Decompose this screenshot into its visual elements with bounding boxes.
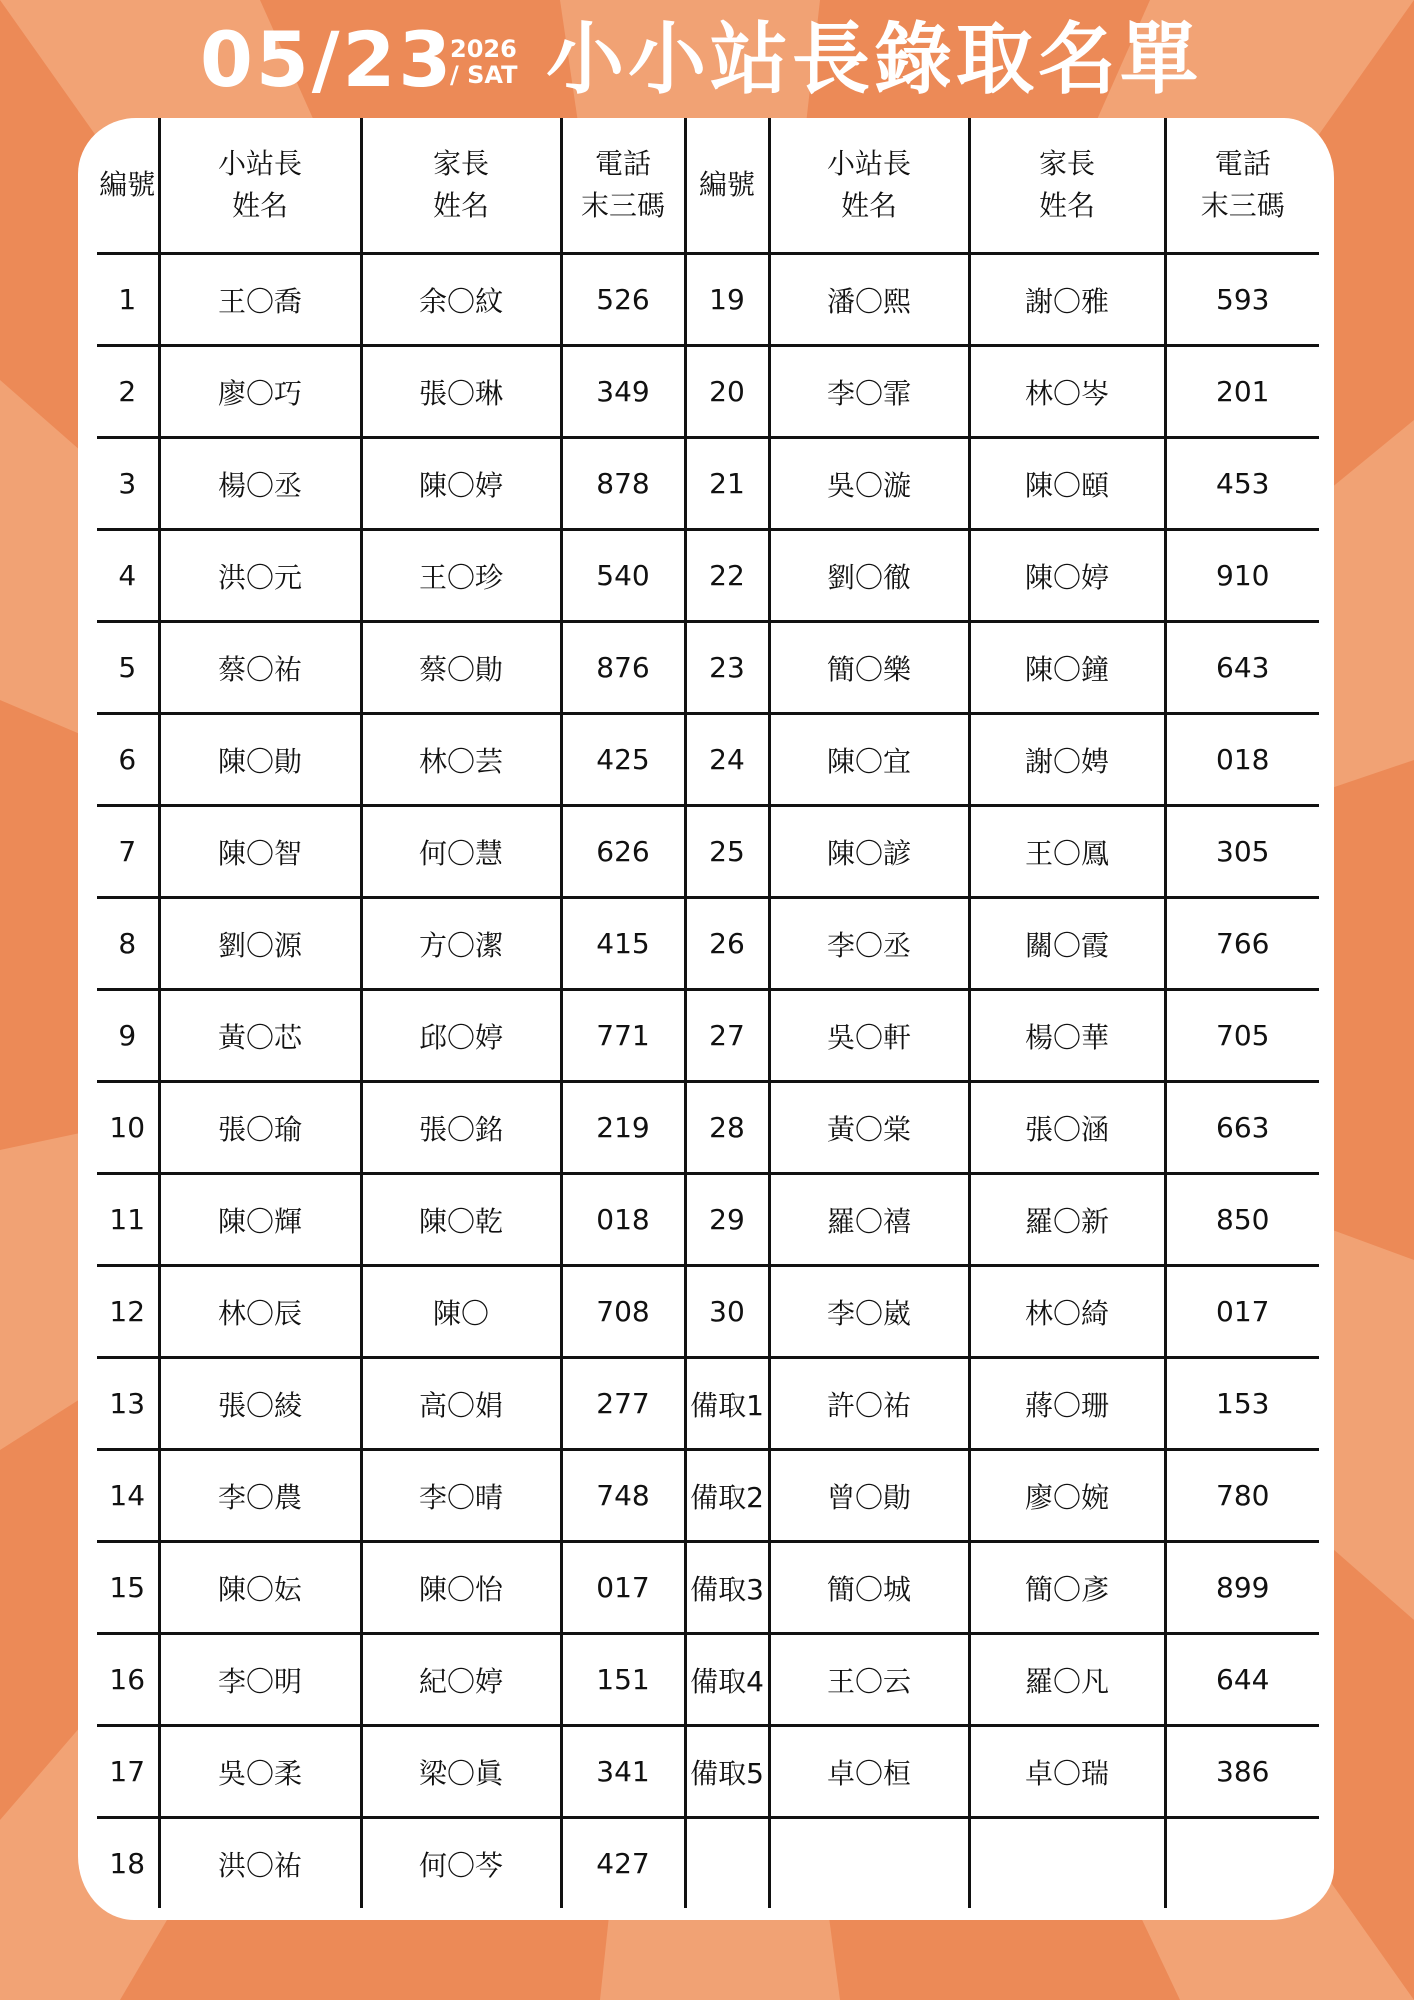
table-cell: 備取1 (685, 1358, 769, 1450)
table-cell: 644 (1165, 1634, 1319, 1726)
table-cell: 高〇娟 (361, 1358, 561, 1450)
table-cell: 張〇琳 (361, 346, 561, 438)
table-cell: 陳〇婷 (361, 438, 561, 530)
table-cell: 15 (97, 1542, 159, 1634)
header-cell: 家長 姓名 (969, 118, 1165, 254)
table-row (97, 622, 1319, 714)
table-cell: 201 (1165, 346, 1319, 438)
table-cell: 425 (561, 714, 685, 806)
table-cell: 陳〇宜 (769, 714, 969, 806)
table-cell: 910 (1165, 530, 1319, 622)
table-cell: 王〇鳳 (969, 806, 1165, 898)
table-cell: 2 (97, 346, 159, 438)
table-cell: 017 (561, 1542, 685, 1634)
table-cell: 簡〇彥 (969, 1542, 1165, 1634)
table-cell: 24 (685, 714, 769, 806)
table-cell: 25 (685, 806, 769, 898)
table-cell: 陳〇勛 (159, 714, 361, 806)
table-cell: 李〇崴 (769, 1266, 969, 1358)
header-cell: 小站長 姓名 (159, 118, 361, 254)
header-cell: 編號 (685, 118, 769, 254)
table-row (97, 1818, 1319, 1909)
table-cell: 018 (561, 1174, 685, 1266)
table-cell: 備取2 (685, 1450, 769, 1542)
table-cell: 277 (561, 1358, 685, 1450)
table-cell: 陳〇頤 (969, 438, 1165, 530)
header (0, 0, 1414, 112)
table-cell: 386 (1165, 1726, 1319, 1818)
table-cell: 878 (561, 438, 685, 530)
table-cell: 羅〇凡 (969, 1634, 1165, 1726)
table-cell: 何〇芩 (361, 1818, 561, 1909)
table-cell: 899 (1165, 1542, 1319, 1634)
table-cell: 18 (97, 1818, 159, 1909)
table-cell: 153 (1165, 1358, 1319, 1450)
header-cell: 小站長 姓名 (769, 118, 969, 254)
table-cell: 蔣〇珊 (969, 1358, 1165, 1450)
table-row (97, 1082, 1319, 1174)
table-cell: 780 (1165, 1450, 1319, 1542)
table-cell: 林〇辰 (159, 1266, 361, 1358)
table-cell: 748 (561, 1450, 685, 1542)
table-cell: 吳〇軒 (769, 990, 969, 1082)
table-cell: 邱〇婷 (361, 990, 561, 1082)
table-cell: 26 (685, 898, 769, 990)
table-cell: 14 (97, 1450, 159, 1542)
table-cell: 王〇珍 (361, 530, 561, 622)
table-cell: 850 (1165, 1174, 1319, 1266)
table-cell: 705 (1165, 990, 1319, 1082)
table-row (97, 346, 1319, 438)
table-cell: 12 (97, 1266, 159, 1358)
table-cell: 林〇芸 (361, 714, 561, 806)
table-cell: 吳〇漩 (769, 438, 969, 530)
table-cell: 簡〇樂 (769, 622, 969, 714)
table-cell: 151 (561, 1634, 685, 1726)
table-cell (969, 1818, 1165, 1909)
table-cell: 626 (561, 806, 685, 898)
table-cell: 備取4 (685, 1634, 769, 1726)
table-cell: 017 (1165, 1266, 1319, 1358)
table-cell: 643 (1165, 622, 1319, 714)
table-cell: 簡〇城 (769, 1542, 969, 1634)
table-cell: 陳〇乾 (361, 1174, 561, 1266)
table-cell: 潘〇熙 (769, 254, 969, 346)
table-cell: 876 (561, 622, 685, 714)
table-cell: 方〇潔 (361, 898, 561, 990)
table-row (97, 898, 1319, 990)
header-cell: 編號 (97, 118, 159, 254)
table-cell: 593 (1165, 254, 1319, 346)
table-cell: 708 (561, 1266, 685, 1358)
table-cell: 766 (1165, 898, 1319, 990)
table-cell: 1 (97, 254, 159, 346)
table-cell: 卓〇瑞 (969, 1726, 1165, 1818)
page-title: 小小站長錄取名單 (546, 15, 1203, 105)
table-cell: 10 (97, 1082, 159, 1174)
table-cell: 771 (561, 990, 685, 1082)
table-cell: 李〇霏 (769, 346, 969, 438)
header-cell: 家長 姓名 (361, 118, 561, 254)
table-row (97, 1266, 1319, 1358)
table-cell: 陳〇婷 (969, 530, 1165, 622)
table-cell: 曾〇勛 (769, 1450, 969, 1542)
table-cell: 廖〇婉 (969, 1450, 1165, 1542)
table-cell: 349 (561, 346, 685, 438)
table-cell: 備取5 (685, 1726, 769, 1818)
event-date: 05/23 (200, 15, 455, 104)
table-cell: 廖〇巧 (159, 346, 361, 438)
table-cell: 謝〇雅 (969, 254, 1165, 346)
table-cell: 陳〇諺 (769, 806, 969, 898)
table-row (97, 1542, 1319, 1634)
table-cell: 吳〇柔 (159, 1726, 361, 1818)
table-cell (1165, 1818, 1319, 1909)
table-cell: 王〇喬 (159, 254, 361, 346)
table-cell: 何〇慧 (361, 806, 561, 898)
table-cell: 張〇瑜 (159, 1082, 361, 1174)
table-row (97, 254, 1319, 346)
table-row (97, 1174, 1319, 1266)
table-cell: 洪〇元 (159, 530, 361, 622)
table-cell: 林〇綺 (969, 1266, 1165, 1358)
table-cell: 劉〇徹 (769, 530, 969, 622)
table-cell: 陳〇妘 (159, 1542, 361, 1634)
table-cell: 蔡〇勛 (361, 622, 561, 714)
table-cell: 30 (685, 1266, 769, 1358)
table-cell: 7 (97, 806, 159, 898)
table-row (97, 990, 1319, 1082)
table-cell: 341 (561, 1726, 685, 1818)
table-cell: 21 (685, 438, 769, 530)
table-cell: 305 (1165, 806, 1319, 898)
table-cell: 23 (685, 622, 769, 714)
table-cell: 16 (97, 1634, 159, 1726)
table-row (97, 1358, 1319, 1450)
table-cell: 陳〇輝 (159, 1174, 361, 1266)
table-cell: 22 (685, 530, 769, 622)
table-row (97, 1450, 1319, 1542)
header-cell: 電話 末三碼 (561, 118, 685, 254)
header-cell: 電話 末三碼 (1165, 118, 1319, 254)
table-cell: 453 (1165, 438, 1319, 530)
table-cell: 20 (685, 346, 769, 438)
table-cell: 羅〇新 (969, 1174, 1165, 1266)
table-cell: 5 (97, 622, 159, 714)
table-cell: 羅〇禧 (769, 1174, 969, 1266)
table-cell: 黃〇棠 (769, 1082, 969, 1174)
table-cell: 陳〇怡 (361, 1542, 561, 1634)
table-row (97, 1726, 1319, 1818)
table-cell: 林〇岑 (969, 346, 1165, 438)
table-cell: 楊〇丞 (159, 438, 361, 530)
table-cell: 關〇霞 (969, 898, 1165, 990)
table-cell: 劉〇源 (159, 898, 361, 990)
table-row (97, 806, 1319, 898)
table-cell: 27 (685, 990, 769, 1082)
event-weekday: / SAT (450, 61, 518, 89)
table-cell: 28 (685, 1082, 769, 1174)
table-cell: 備取3 (685, 1542, 769, 1634)
table-cell: 13 (97, 1358, 159, 1450)
table-cell: 李〇農 (159, 1450, 361, 1542)
table-body (97, 254, 1319, 1909)
table-cell: 李〇丞 (769, 898, 969, 990)
table-cell: 540 (561, 530, 685, 622)
table-cell: 415 (561, 898, 685, 990)
table-cell: 4 (97, 530, 159, 622)
table-cell: 黃〇芯 (159, 990, 361, 1082)
table-cell: 17 (97, 1726, 159, 1818)
table-cell: 663 (1165, 1082, 1319, 1174)
event-year: 2026 (450, 35, 517, 63)
table-cell: 219 (561, 1082, 685, 1174)
table-cell: 梁〇眞 (361, 1726, 561, 1818)
admission-table (97, 118, 1319, 1908)
table-cell: 陳〇智 (159, 806, 361, 898)
table-cell: 6 (97, 714, 159, 806)
table-header-row (97, 118, 1319, 254)
table-cell: 李〇晴 (361, 1450, 561, 1542)
table-cell: 018 (1165, 714, 1319, 806)
table-cell: 許〇祐 (769, 1358, 969, 1450)
table-cell: 謝〇娉 (969, 714, 1165, 806)
table-cell: 張〇涵 (969, 1082, 1165, 1174)
table-cell: 19 (685, 254, 769, 346)
table-cell: 11 (97, 1174, 159, 1266)
table-row (97, 530, 1319, 622)
table-cell: 9 (97, 990, 159, 1082)
table-cell: 余〇紋 (361, 254, 561, 346)
table-cell: 蔡〇祐 (159, 622, 361, 714)
table-cell: 李〇明 (159, 1634, 361, 1726)
event-year-weekday (450, 36, 518, 88)
table-cell: 張〇綾 (159, 1358, 361, 1450)
table-cell (685, 1818, 769, 1909)
table-cell: 8 (97, 898, 159, 990)
table-row (97, 1634, 1319, 1726)
table-row (97, 714, 1319, 806)
table-cell: 3 (97, 438, 159, 530)
table-cell: 427 (561, 1818, 685, 1909)
table-cell: 卓〇桓 (769, 1726, 969, 1818)
table-cell: 王〇云 (769, 1634, 969, 1726)
table-row (97, 438, 1319, 530)
table-cell: 楊〇華 (969, 990, 1165, 1082)
table-cell: 陳〇鐘 (969, 622, 1165, 714)
table-cell: 張〇銘 (361, 1082, 561, 1174)
table-cell: 29 (685, 1174, 769, 1266)
table-cell: 陳〇 (361, 1266, 561, 1358)
table-cell: 526 (561, 254, 685, 346)
table-cell (769, 1818, 969, 1909)
table-cell: 洪〇祐 (159, 1818, 361, 1909)
table-cell: 紀〇婷 (361, 1634, 561, 1726)
